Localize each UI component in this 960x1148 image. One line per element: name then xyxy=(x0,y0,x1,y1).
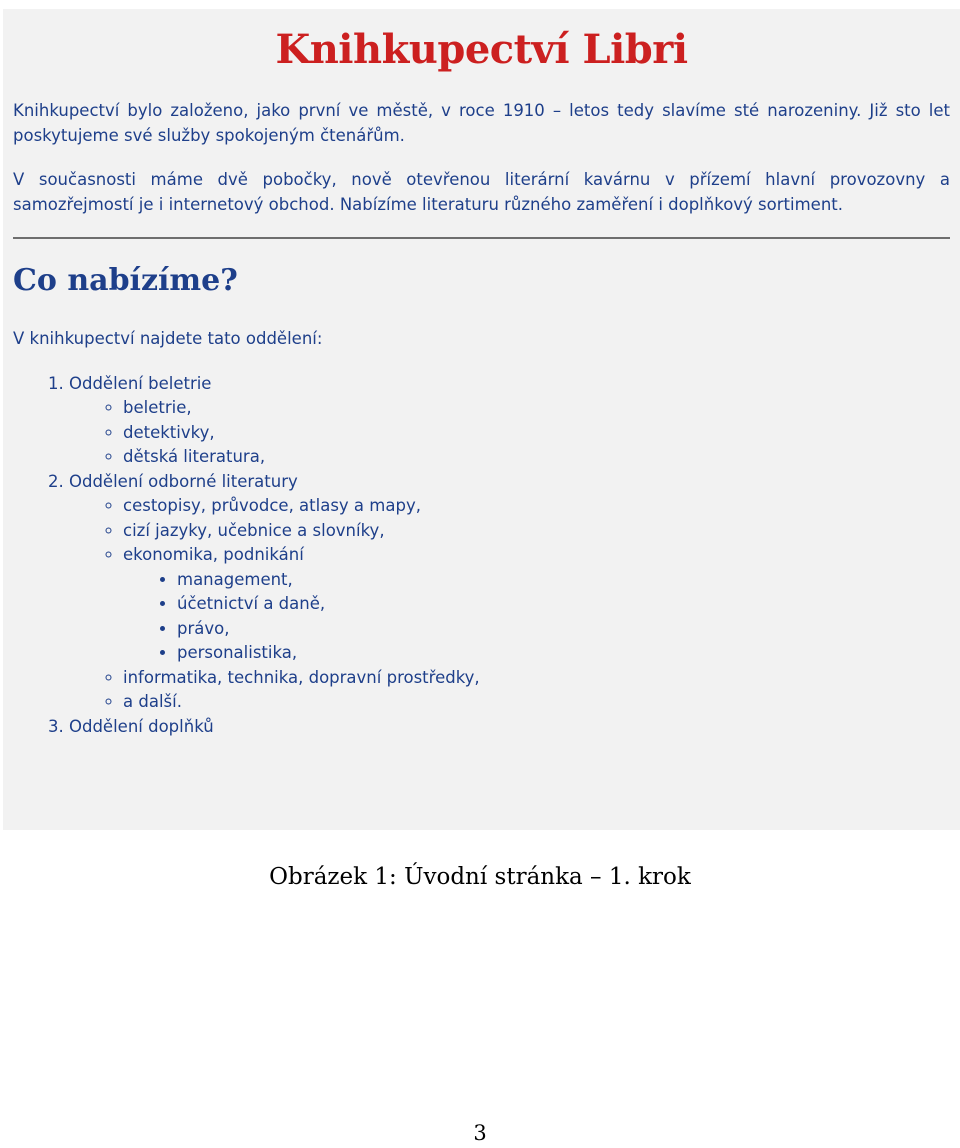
department-name: Oddělení beletrie xyxy=(69,373,212,393)
list-item: ◦ informatika, technika, dopravní prostředky, xyxy=(123,666,950,691)
list-item: ◦ beletrie, xyxy=(123,396,950,421)
department-item xyxy=(69,470,950,715)
nested-list-item: • účetnictví a daně, xyxy=(177,592,950,617)
website-screenshot xyxy=(3,9,960,830)
list-item: ◦ cizí jazyky, učebnice a slovníky, xyxy=(123,519,950,544)
department-name: Oddělení doplňků xyxy=(69,716,214,736)
figure-caption: Obrázek 1: Úvodní stránka – 1. krok xyxy=(269,864,691,890)
nested-list-item: • právo, xyxy=(177,617,950,642)
list-item: ◦ detektivky, xyxy=(123,421,950,446)
list-item-label: ekonomika, podnikání xyxy=(123,545,304,564)
department-name: Oddělení odborné literatury xyxy=(69,471,298,491)
department-item xyxy=(69,715,950,740)
list-item: ◦ a další. xyxy=(123,690,950,715)
nested-list-item: • management, xyxy=(177,568,950,593)
page-title: Knihkupectví Libri xyxy=(275,26,688,73)
list-item xyxy=(123,543,950,666)
section-title: Co nabízíme? xyxy=(13,263,238,298)
department-sublist xyxy=(69,396,950,470)
list-item: ◦ cestopisy, průvodce, atlasy a mapy, xyxy=(123,494,950,519)
list-item: ◦ dětská literatura, xyxy=(123,445,950,470)
nested-sublist xyxy=(123,568,950,666)
departments-list xyxy=(13,372,950,740)
intro-paragraph-2: V současnosti máme dvě pobočky, nově otevřenou literární kavárnu v přízemí hlavní provozovny a samozřejmostí je i internetový obchod. Nabízíme literaturu různého zaměření i doplňkový sortiment. xyxy=(13,170,950,214)
departments-intro: V knihkupectví najdete tato oddělení: xyxy=(13,329,323,348)
nested-list-item: • personalistika, xyxy=(177,641,950,666)
department-sublist xyxy=(69,494,950,715)
page-number: 3 xyxy=(473,1121,487,1145)
department-item xyxy=(69,372,950,470)
intro-paragraph-1: Knihkupectví bylo založeno, jako první ve městě, v roce 1910 – letos tedy slavíme sté narozeniny. Již sto let poskytujeme své služby spokojeným čtenářům. xyxy=(13,101,950,145)
horizontal-divider xyxy=(13,237,950,239)
